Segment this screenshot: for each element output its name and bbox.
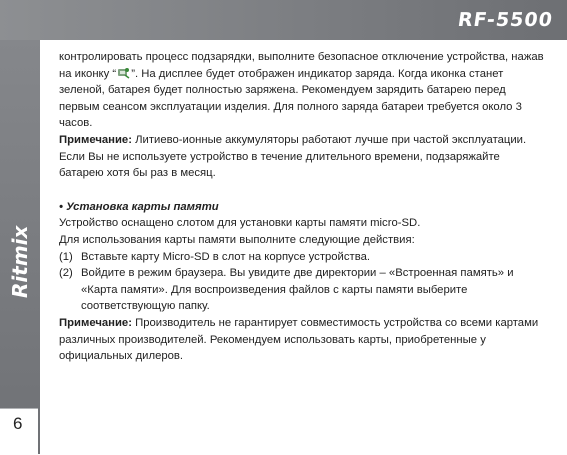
safe-remove-icon — [117, 67, 130, 79]
model-name: RF-5500 — [456, 9, 555, 31]
section-heading: • Установка карты памяти — [59, 200, 219, 213]
sidebar-bar — [0, 40, 40, 454]
header-bar — [0, 0, 567, 40]
section-line-1: Устройство оснащено слотом для установки карты памяти micro-SD. — [59, 217, 421, 230]
note-battery: Примечание: Литиево-ионные аккумуляторы работают лучше при частой эксплуатации. Если Вы не используете устройство в течение длительного времени, подзаряжайте батарею хотя бы раз в месяц. — [59, 133, 527, 180]
manual-text — [59, 49, 545, 365]
brand-logo: Ritmix — [8, 225, 32, 298]
page-number: 6 — [13, 414, 23, 433]
note-compatibility: Примечание: Производитель не гарантирует совместимость устройства со всеми картами различных производителей. Рекомендуем использовать карты, приобретенные у официальных дилеров. — [59, 316, 539, 363]
list-item: (1) Вставьте карту Micro-SD в слот на корпусе устройства. — [59, 250, 370, 263]
section-line-2: Для использования карты памяти выполните следующие действия: — [59, 233, 415, 246]
list-item: (2) Войдите в режим браузера. Вы увидите две директории – «Встроенная память» и «Карта памяти». Для воспроизведения файлов с карты памяти выберите соответствующую папку. — [59, 267, 514, 313]
paragraph-charging: контролировать процесс подзарядки, выполните безопасное отключение устройства, нажав на иконку “ ”. На дисплее будет отображен индикатор заряда. Когда иконка станет зеленой, батарея будет полностью заряжена. Рекомендуем зарядить батарею перед первым сеансом эксплуатации изделия. Для полного заряда батареи требуется около 3 часов. — [59, 51, 544, 130]
